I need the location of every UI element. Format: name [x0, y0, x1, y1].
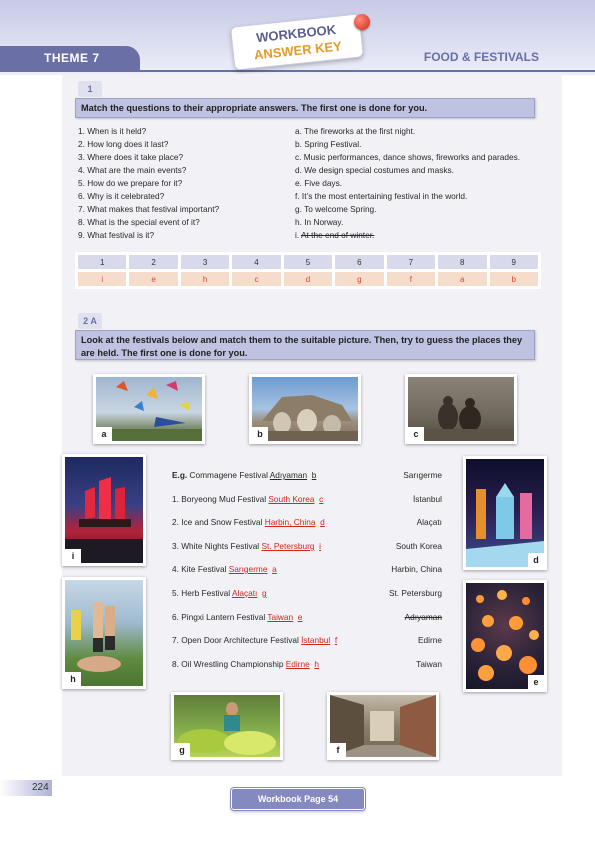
list-item: a. The fireworks at the first night.: [295, 126, 416, 136]
answer-list: [295, 125, 520, 242]
place-item: Alaçatı: [416, 517, 442, 527]
list-item: 2. How long does it last?: [78, 139, 169, 149]
list-item: [172, 659, 319, 671]
photo-ice-castle: [463, 456, 547, 570]
place-item: Sarıgerme: [403, 470, 442, 480]
table-header-row: [78, 255, 538, 269]
example-prefix: E.g.: [172, 470, 188, 480]
ice-castle-illustration: [466, 459, 544, 567]
table-cell: 7: [387, 255, 435, 269]
lanterns-illustration: [466, 583, 544, 689]
list-item: [295, 229, 520, 242]
festival-name: 6. Pingxi Lantern Festival: [172, 612, 268, 622]
exercise-2a-instruction: Look at the festivals below and match them to the suitable picture. Then, try to guess the places they are held. The first one is done for you.: [75, 330, 535, 360]
festival-name: 1. Boryeong Mud Festival: [172, 494, 269, 504]
place-item: İstanbul: [412, 494, 442, 504]
photo-street: [327, 692, 439, 760]
photo-label: f: [330, 743, 346, 757]
list-item: [172, 612, 302, 624]
list-item: b. Spring Festival.: [295, 139, 362, 149]
photo-mud: [405, 374, 517, 444]
table-cell: 4: [232, 255, 280, 269]
table-row: [78, 272, 538, 286]
list-item: h. In Norway.: [295, 217, 344, 227]
table-cell: b: [490, 272, 539, 286]
festival-place: Sarıgerme: [228, 564, 268, 574]
photo-label: h: [65, 672, 81, 686]
festival-name: 4. Kite Festival: [172, 564, 229, 574]
list-item: f. It’s the most entertaining festival in the world.: [295, 191, 468, 201]
answer-i-prefix: i.: [295, 230, 301, 240]
photo-label: e: [528, 675, 544, 689]
table-cell: 5: [284, 255, 332, 269]
festival-place: Alaçatı: [231, 588, 258, 598]
table-cell: 8: [438, 255, 486, 269]
list-item: [172, 470, 316, 482]
photo-herbs: [171, 692, 283, 760]
list-item: 1. When is it held?: [78, 126, 147, 136]
table-cell: i: [78, 272, 126, 286]
list-item: [172, 588, 267, 600]
list-item: [172, 635, 337, 647]
exercise-1-label: 1: [78, 81, 102, 97]
list-item: 7. What makes that festival important?: [78, 204, 220, 214]
list-item: 8. What is the special event of it?: [78, 217, 200, 227]
list-item: c. Music performances, dance shows, fireworks and parades.: [295, 152, 521, 162]
festival-letter: i: [319, 541, 321, 551]
photo-wrestling: [62, 577, 146, 689]
festival-place: Harbin, China: [264, 517, 316, 527]
list-item: g. To welcome Spring.: [295, 204, 377, 214]
header-divider: [0, 70, 595, 72]
festival-place: İstanbul: [301, 635, 331, 645]
festival-letter: a: [272, 564, 277, 574]
festival-name: 3. White Nights Festival: [172, 541, 262, 551]
list-item: d. We design special costumes and masks.: [295, 165, 454, 175]
photo-red-sails: [62, 454, 146, 566]
festival-place: Taiwan: [267, 612, 294, 622]
table-cell: 2: [129, 255, 177, 269]
answer-table: [75, 252, 541, 289]
photo-label: g: [174, 743, 190, 757]
place-item: Taiwan: [416, 659, 442, 669]
festival-name: 7. Open Door Architecture Festival: [172, 635, 302, 645]
festival-letter: d: [320, 517, 325, 527]
exercise-2a-label: 2 A: [78, 313, 102, 329]
wrestling-illustration: [65, 580, 143, 686]
festival-place: Edirne: [285, 659, 310, 669]
photo-lanterns: [463, 580, 547, 692]
pushpin-icon: [354, 14, 370, 30]
place-item: Edirne: [418, 635, 442, 645]
badge-line1: WORKBOOK: [255, 21, 337, 46]
festival-letter: h: [314, 659, 319, 669]
photo-label: i: [65, 549, 81, 563]
table-cell: d: [284, 272, 332, 286]
photo-kites: [93, 374, 205, 444]
ship-illustration: [65, 457, 143, 563]
list-item: [172, 564, 277, 576]
festival-letter: b: [311, 470, 317, 480]
festival-letter: c: [319, 494, 324, 504]
table-cell: 6: [335, 255, 383, 269]
photo-label: a: [96, 427, 112, 441]
festival-name: Commagene Festival: [187, 470, 270, 480]
question-list: [78, 125, 219, 242]
table-cell: f: [387, 272, 435, 286]
festival-name: 8. Oil Wrestling Championship: [172, 659, 286, 669]
table-cell: 1: [78, 255, 126, 269]
place-item-struck: Adıyaman: [404, 612, 442, 622]
table-cell: 3: [181, 255, 229, 269]
workbook-page-button[interactable]: Workbook Page 54: [231, 788, 365, 810]
list-item: 9. What festival is it?: [78, 230, 155, 240]
list-item: [172, 517, 325, 529]
struck-answer: At the end of winter.: [301, 230, 375, 240]
festival-name: 2. Ice and Snow Festival: [172, 517, 265, 527]
place-item: South Korea: [395, 541, 442, 551]
festival-place: South Korea: [268, 494, 315, 504]
theme-tab: THEME 7: [0, 46, 140, 70]
festival-letter: e: [297, 612, 303, 622]
festival-letter: g: [261, 588, 267, 598]
table-cell: h: [181, 272, 229, 286]
table-cell: c: [232, 272, 280, 286]
table-cell: a: [438, 272, 486, 286]
photo-label: c: [408, 427, 424, 441]
badge-line2: ANSWER KEY: [253, 38, 343, 63]
place-item: Harbin, China: [391, 564, 442, 574]
photo-statues: [249, 374, 361, 444]
festival-letter: f: [334, 635, 338, 645]
section-title: FOOD & FESTIVALS: [423, 50, 539, 64]
exercise-1-instruction: Match the questions to their appropriate answers. The first one is done for you.: [75, 98, 535, 118]
photo-label: d: [528, 553, 544, 567]
list-item: [172, 541, 321, 553]
list-item: [172, 494, 323, 506]
page-number: 224: [32, 782, 49, 793]
table-cell: e: [129, 272, 177, 286]
festival-place: Adıyaman: [269, 470, 308, 480]
table-cell: 9: [490, 255, 539, 269]
list-item: 4. What are the main events?: [78, 165, 187, 175]
photo-label: b: [252, 427, 268, 441]
festival-place: St. Petersburg: [261, 541, 315, 551]
festival-name: 5. Herb Festival: [172, 588, 232, 598]
table-cell: g: [335, 272, 383, 286]
list-item: 5. How do we prepare for it?: [78, 178, 183, 188]
place-item: St. Petersburg: [388, 588, 442, 598]
list-item: 6. Why is it celebrated?: [78, 191, 165, 201]
list-item: e. Five days.: [295, 178, 343, 188]
list-item: 3. Where does it take place?: [78, 152, 184, 162]
